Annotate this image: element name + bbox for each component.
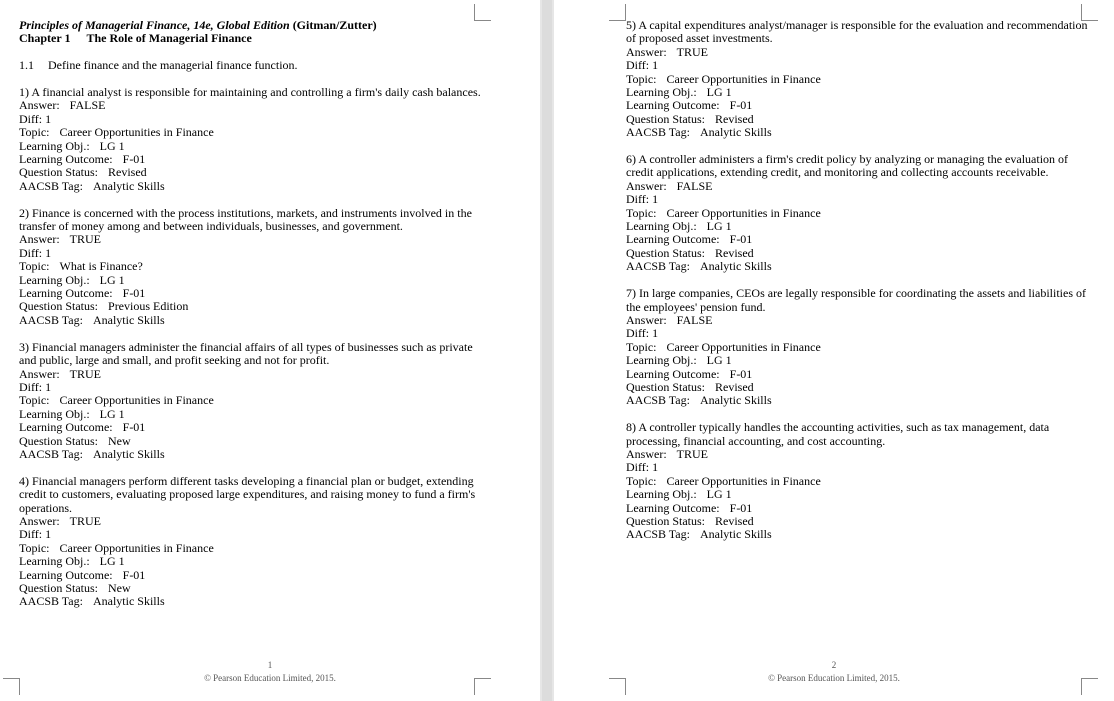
answer-field (626, 314, 1086, 327)
question-status-field-value: New (108, 580, 131, 595)
learning-outcome-field-label: Learning Outcome: (19, 567, 113, 582)
topic-field-label: Topic: (19, 393, 50, 408)
aacsb-tag-field-value: Analytic Skills (92, 312, 165, 327)
difficulty-field (626, 327, 1086, 340)
difficulty-field (19, 113, 479, 126)
aacsb-tag-field-value: Analytic Skills (92, 446, 165, 461)
question-status-field-value: Previous Edition (108, 299, 189, 314)
answer-field-label: Answer: (626, 178, 667, 193)
learning-obj-field-label: Learning Obj.: (19, 554, 90, 569)
aacsb-tag-field (19, 448, 479, 461)
question-status-field-value: New (108, 433, 131, 448)
learning-obj-field (19, 274, 479, 287)
topic-field-value: Career Opportunities in Finance (666, 473, 821, 488)
difficulty-field-label: Diff: 1 (626, 192, 659, 207)
question-text-line: 8) A controller typically handles the accounting activities, such as tax management, data (626, 420, 1050, 435)
aacsb-tag-field-value: Analytic Skills (699, 125, 772, 140)
question-status-field (19, 435, 479, 448)
aacsb-tag-field (626, 528, 1086, 541)
question-text-line: the employees' pension fund. (626, 299, 766, 314)
topic-field-value: Career Opportunities in Finance (59, 125, 214, 140)
section-title: Define finance and the managerial finance function. (48, 58, 298, 73)
difficulty-field-label: Diff: 1 (19, 111, 52, 126)
answer-field-label: Answer: (19, 513, 60, 528)
difficulty-field-label: Diff: 1 (19, 527, 52, 542)
question-status-field (626, 113, 1086, 126)
question-status-field (19, 300, 479, 313)
learning-obj-field-value: LG 1 (99, 554, 125, 569)
learning-outcome-field-label: Learning Outcome: (19, 152, 113, 167)
answer-field (19, 368, 479, 381)
difficulty-field-label: Diff: 1 (626, 460, 659, 475)
aacsb-tag-field-label: AACSB Tag: (626, 393, 690, 408)
learning-obj-field (626, 354, 1086, 367)
learning-obj-field (626, 488, 1086, 501)
learning-obj-field-label: Learning Obj.: (626, 85, 697, 100)
learning-obj-field-label: Learning Obj.: (626, 487, 697, 502)
learning-outcome-field-value: F-01 (729, 98, 753, 113)
question-status-field-value: Revised (715, 111, 754, 126)
question-text-line: credit applications, extending credit, and monitoring and collecting accounts receivable. (626, 165, 1049, 180)
answer-field-value: FALSE (676, 178, 713, 193)
learning-obj-field-label: Learning Obj.: (626, 219, 697, 234)
learning-obj-field (19, 408, 479, 421)
difficulty-field-label: Diff: 1 (19, 245, 52, 260)
question-item (626, 19, 1086, 153)
crop-mark-bottom-left (609, 678, 626, 695)
aacsb-tag-field (19, 595, 479, 608)
document-page-1 (0, 0, 540, 701)
learning-outcome-field (626, 99, 1086, 112)
learning-outcome-field-value: F-01 (729, 366, 753, 381)
learning-outcome-field-label: Learning Outcome: (626, 98, 720, 113)
book-authors: (Gitman/Zutter) (292, 18, 377, 32)
difficulty-field (626, 193, 1086, 206)
topic-field (19, 260, 479, 273)
question-text-line: and public, large and small, and profit seeking and not for profit. (19, 353, 330, 368)
question-text-line: transfer of money among and between individuals, businesses, and government. (19, 219, 403, 234)
book-title: Principles of Managerial Finance, 14e, Global Edition (19, 18, 290, 32)
answer-field-value: FALSE (676, 312, 713, 327)
question-text-line: of proposed asset investments. (626, 31, 773, 46)
learning-outcome-field (626, 233, 1086, 246)
page-1-content (19, 19, 479, 622)
learning-obj-field (19, 555, 479, 568)
page-2-content (626, 19, 1086, 555)
aacsb-tag-field-value: Analytic Skills (92, 594, 165, 609)
question-status-field-label: Question Status: (19, 433, 99, 448)
question-text-line: operations. (19, 500, 72, 515)
difficulty-field (19, 381, 479, 394)
answer-field-value: TRUE (69, 366, 102, 381)
answer-field-label: Answer: (626, 44, 667, 59)
topic-field-label: Topic: (626, 205, 657, 220)
difficulty-field-label: Diff: 1 (19, 379, 52, 394)
aacsb-tag-field (19, 314, 479, 327)
crop-mark-top-right (1081, 4, 1098, 21)
answer-field-value: TRUE (676, 44, 709, 59)
learning-outcome-field-label: Learning Outcome: (626, 366, 720, 381)
aacsb-tag-field (626, 394, 1086, 407)
question-status-field-label: Question Status: (626, 245, 706, 260)
question-text-line: credit to customers, evaluating proposed large expenditures, and raising money to fund a firm's (19, 487, 476, 502)
answer-field-label: Answer: (19, 232, 60, 247)
answer-field (19, 233, 479, 246)
question-status-field-label: Question Status: (19, 580, 99, 595)
aacsb-tag-field-label: AACSB Tag: (626, 527, 690, 542)
question-status-field-label: Question Status: (19, 299, 99, 314)
question-status-field-label: Question Status: (626, 379, 706, 394)
question-item (626, 421, 1086, 555)
answer-field-value: TRUE (676, 446, 709, 461)
learning-outcome-field-value: F-01 (122, 420, 146, 435)
learning-outcome-field-label: Learning Outcome: (19, 420, 113, 435)
topic-field-label: Topic: (19, 540, 50, 555)
topic-field (19, 542, 479, 555)
chapter-number: Chapter 1 (19, 31, 71, 46)
learning-obj-field-label: Learning Obj.: (19, 138, 90, 153)
topic-field-label: Topic: (626, 473, 657, 488)
aacsb-tag-field (626, 126, 1086, 139)
learning-outcome-field-label: Learning Outcome: (626, 232, 720, 247)
question-text-line: 1) A financial analyst is responsible for maintaining and controlling a firm's daily cash balances. (19, 85, 481, 99)
learning-outcome-field-label: Learning Outcome: (626, 500, 720, 515)
learning-obj-field-label: Learning Obj.: (19, 272, 90, 287)
topic-field-value: Career Opportunities in Finance (666, 205, 821, 220)
answer-field (626, 180, 1086, 193)
difficulty-field (626, 59, 1086, 72)
aacsb-tag-field (19, 180, 479, 193)
topic-field-label: Topic: (19, 125, 50, 140)
copyright-footer: © Pearson Education Limited, 2015. (204, 673, 336, 683)
topic-field (626, 341, 1086, 354)
page-number: 2 (831, 660, 837, 670)
aacsb-tag-field-label: AACSB Tag: (626, 259, 690, 274)
chapter-title: The Role of Managerial Finance (86, 31, 252, 46)
difficulty-field (19, 528, 479, 541)
question-status-field (19, 166, 479, 179)
aacsb-tag-field-value: Analytic Skills (92, 178, 165, 193)
difficulty-field (19, 247, 479, 260)
question-column-2 (626, 19, 1086, 555)
answer-field (19, 99, 479, 112)
question-status-field (19, 582, 479, 595)
topic-field (19, 394, 479, 407)
page-number: 1 (267, 660, 273, 670)
question-text-line: 2) Finance is concerned with the process institutions, markets, and instruments involved in the (19, 205, 472, 220)
topic-field (19, 126, 479, 139)
topic-field (626, 475, 1086, 488)
page-gap (542, 0, 552, 701)
learning-outcome-field (19, 153, 479, 166)
learning-obj-field-value: LG 1 (706, 85, 732, 100)
aacsb-tag-field-value: Analytic Skills (699, 393, 772, 408)
crop-mark-bottom-left (3, 678, 20, 695)
difficulty-field-label: Diff: 1 (626, 58, 659, 73)
answer-field (19, 515, 479, 528)
topic-field-value: Career Opportunities in Finance (59, 393, 214, 408)
answer-field-label: Answer: (626, 312, 667, 327)
crop-mark-bottom-right (1081, 678, 1098, 695)
aacsb-tag-field-label: AACSB Tag: (626, 125, 690, 140)
document-page-2 (554, 0, 1114, 701)
answer-field-value: FALSE (69, 98, 106, 113)
topic-field-label: Topic: (626, 339, 657, 354)
learning-outcome-field (19, 287, 479, 300)
learning-outcome-field-value: F-01 (122, 152, 146, 167)
section-heading (19, 59, 479, 72)
question-item (19, 341, 479, 475)
learning-obj-field-label: Learning Obj.: (19, 406, 90, 421)
topic-field-label: Topic: (19, 259, 50, 274)
question-item (19, 86, 479, 207)
aacsb-tag-field-value: Analytic Skills (699, 259, 772, 274)
crop-mark-bottom-right (474, 678, 491, 695)
topic-field-value: Career Opportunities in Finance (59, 540, 214, 555)
answer-field-label: Answer: (19, 98, 60, 113)
learning-outcome-field-value: F-01 (729, 232, 753, 247)
aacsb-tag-field (626, 260, 1086, 273)
topic-field-label: Topic: (626, 71, 657, 86)
aacsb-tag-field-label: AACSB Tag: (19, 312, 83, 327)
question-item (19, 475, 479, 622)
learning-obj-field-label: Learning Obj.: (626, 353, 697, 368)
copyright-footer: © Pearson Education Limited, 2015. (768, 673, 900, 683)
difficulty-field-label: Diff: 1 (626, 326, 659, 341)
learning-obj-field-value: LG 1 (99, 406, 125, 421)
question-item (19, 207, 479, 341)
chapter-heading (19, 32, 479, 45)
question-status-field-label: Question Status: (19, 165, 99, 180)
topic-field-value: Career Opportunities in Finance (666, 339, 821, 354)
learning-outcome-field (19, 569, 479, 582)
aacsb-tag-field-label: AACSB Tag: (19, 178, 83, 193)
question-status-field (626, 247, 1086, 260)
topic-field (626, 73, 1086, 86)
question-status-field (626, 515, 1086, 528)
book-title-line (19, 19, 479, 32)
question-status-field-value: Revised (715, 379, 754, 394)
question-status-field-label: Question Status: (626, 513, 706, 528)
learning-outcome-field (19, 421, 479, 434)
question-status-field-value: Revised (715, 513, 754, 528)
learning-outcome-field (626, 368, 1086, 381)
learning-obj-field (19, 140, 479, 153)
aacsb-tag-field-label: AACSB Tag: (19, 594, 83, 609)
answer-field-value: TRUE (69, 513, 102, 528)
answer-field (626, 448, 1086, 461)
question-text-line: 3) Financial managers administer the financial affairs of all types of businesses such as private (19, 339, 473, 354)
question-item (626, 287, 1086, 421)
learning-outcome-field-value: F-01 (729, 500, 753, 515)
aacsb-tag-field-label: AACSB Tag: (19, 446, 83, 461)
topic-field-value: Career Opportunities in Finance (666, 71, 821, 86)
learning-outcome-field-value: F-01 (122, 567, 146, 582)
answer-field (626, 46, 1086, 59)
aacsb-tag-field-value: Analytic Skills (699, 527, 772, 542)
answer-field-label: Answer: (19, 366, 60, 381)
answer-field-value: TRUE (69, 232, 102, 247)
question-text-line: 4) Financial managers perform different tasks developing a financial plan or budget, extending (19, 473, 474, 488)
topic-field-value: What is Finance? (59, 259, 143, 274)
question-column-1 (19, 86, 479, 622)
learning-obj-field-value: LG 1 (706, 353, 732, 368)
question-text-line: processing, financial accounting, and cost accounting. (626, 433, 886, 448)
question-status-field-value: Revised (715, 245, 754, 260)
learning-obj-field-value: LG 1 (99, 272, 125, 287)
answer-field-label: Answer: (626, 446, 667, 461)
question-text-line: 7) In large companies, CEOs are legally responsible for coordinating the assets and liabilities of (626, 286, 1086, 301)
crop-mark-top-left (609, 4, 626, 21)
difficulty-field (626, 461, 1086, 474)
question-status-field-label: Question Status: (626, 111, 706, 126)
topic-field (626, 207, 1086, 220)
section-number: 1.1 (19, 58, 34, 73)
learning-obj-field (626, 86, 1086, 99)
learning-obj-field-value: LG 1 (706, 219, 732, 234)
learning-obj-field (626, 220, 1086, 233)
learning-obj-field-value: LG 1 (706, 487, 732, 502)
question-item (626, 153, 1086, 287)
question-status-field (626, 381, 1086, 394)
question-text-line: 5) A capital expenditures analyst/manager is responsible for the evaluation and recommendation (626, 18, 1088, 32)
question-status-field-value: Revised (108, 165, 147, 180)
question-text-line: 6) A controller administers a firm's credit policy by analyzing or managing the evaluation of (626, 152, 1069, 167)
crop-mark-top-right (474, 4, 491, 21)
learning-outcome-field (626, 502, 1086, 515)
learning-outcome-field-label: Learning Outcome: (19, 286, 113, 301)
learning-outcome-field-value: F-01 (122, 286, 146, 301)
learning-obj-field-value: LG 1 (99, 138, 125, 153)
